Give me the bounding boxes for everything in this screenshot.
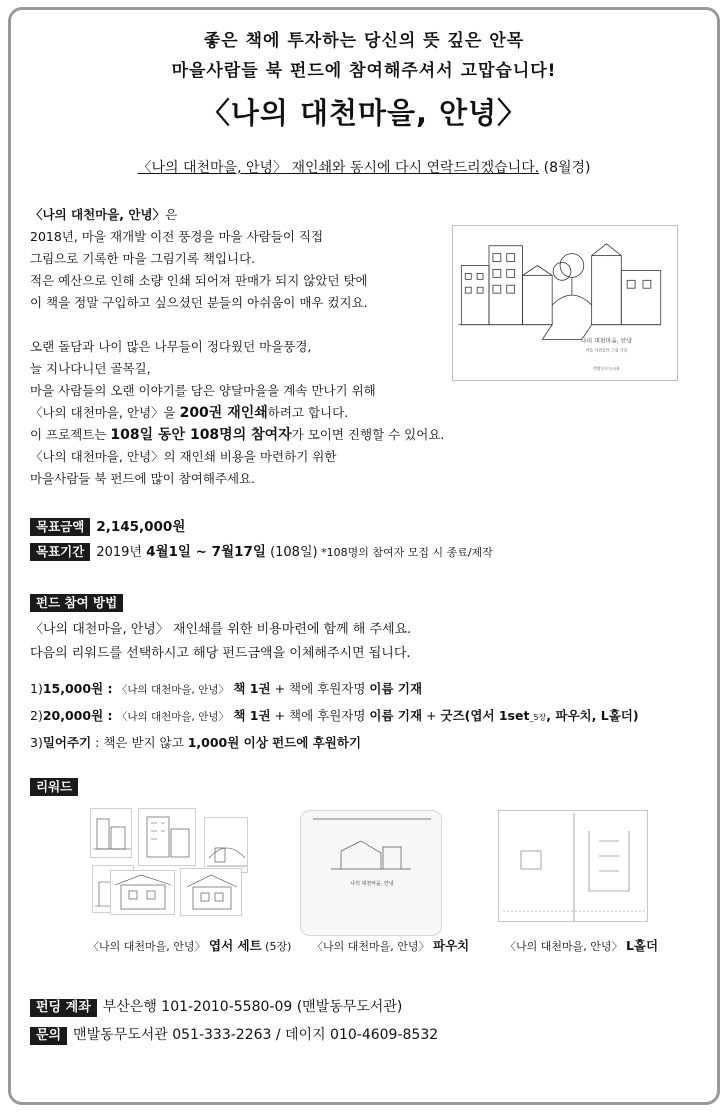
account-row — [30, 993, 438, 1021]
intro-line: 〈나의 대천마을, 안녕〉의 재인쇄 비용을 마련하기 위한 — [30, 449, 337, 464]
intro-line: 그림으로 기록한 마을 그림기록 책입니다. — [30, 251, 256, 266]
option-colon: : — [103, 708, 117, 723]
reward-options — [30, 676, 710, 755]
postcard-image — [110, 870, 175, 915]
option-1 — [30, 676, 710, 703]
caption-book: 〈나의 대천마을, 안녕〉 — [312, 940, 433, 953]
intro-text-part: 〈나의 대천마을, 안녕〉을 — [30, 405, 180, 420]
caption-item: L홀더 — [626, 938, 659, 953]
goal-amount-tag: 목표금액 — [30, 518, 90, 536]
reprint-count: 200권 재인쇄 — [179, 405, 268, 421]
participants-goal: 108일 동안 108명의 참여자 — [110, 427, 292, 443]
book-cover-image — [452, 225, 678, 381]
intro-text-part: 가 모이면 진행할 수 있어요. — [291, 427, 445, 442]
option-book: 〈나의 대천마을, 안녕〉 — [116, 684, 230, 696]
caption-book: 〈나의 대천마을, 안녕〉 — [88, 940, 209, 953]
option-price: 15,000원 — [42, 681, 104, 696]
option-text: : 책은 받지 않고 — [91, 735, 188, 750]
option-text: + 책에 후원자명 — [270, 681, 370, 696]
caption-postcards — [88, 936, 291, 954]
intro-line: 2018년, 마을 재개발 이전 풍경을 마을 사람들이 직접 — [30, 229, 324, 244]
option-number: 3) — [30, 735, 43, 750]
inquiry-row — [30, 1021, 438, 1049]
header-line2: 마을사람들 북 펀드에 참여해주셔서 고맙습니다! — [171, 61, 557, 81]
goal-period-row — [30, 540, 710, 565]
contact-section — [30, 993, 438, 1049]
header — [0, 26, 728, 136]
goal-amount-row — [30, 515, 710, 540]
reward-heading — [30, 776, 84, 796]
option-colon: : — [103, 681, 117, 696]
option-2 — [30, 703, 710, 730]
notice-underlined: 〈나의 대천마을, 안녕〉 재인쇄와 동시에 다시 연락드리겠습니다. — [137, 160, 540, 176]
caption-item: 엽서 세트 — [209, 938, 262, 953]
postcard-image — [138, 808, 196, 866]
method-desc-1: 〈나의 대천마을, 안녕〉 재인쇄를 위한 비용마련에 함께 해 주세요. — [30, 622, 412, 637]
reward-tag: 리워드 — [30, 778, 78, 796]
intro-line — [30, 424, 470, 446]
option-price: 20,000원 — [42, 708, 104, 723]
method-section — [30, 592, 710, 755]
option-text: + 책에 후원자명 — [270, 708, 370, 723]
option-number: 1) — [30, 681, 43, 696]
option-item: 책 1권 — [229, 708, 271, 723]
caption-l-holder — [505, 936, 658, 954]
pouch-print-title: 나의 대천마을, 안녕 — [350, 881, 394, 887]
intro-line: 적은 예산으로 인해 소량 인쇄 되어져 판매가 되지 않았던 탓에 — [30, 273, 368, 288]
intro-line: 늘 지나다니던 골목길, — [30, 361, 151, 376]
postcard-image — [180, 868, 242, 916]
option-goods: 굿즈(엽서 1set — [440, 708, 530, 723]
option-item: 이름 기재 — [369, 681, 423, 696]
inquiry-phone: 맨발동무도서관 051-333-2263 / 데이지 010-4609-8532 — [73, 1027, 439, 1043]
option-item: 1,000원 이상 펀드에 후원하기 — [187, 735, 362, 750]
method-tag: 펀드 참여 방법 — [30, 594, 123, 612]
option-goods: , 파우치, L홀더) — [546, 708, 639, 723]
postcard-image — [204, 817, 248, 873]
postcard-image — [90, 808, 132, 858]
option-text: + — [422, 708, 441, 723]
intro-line: 이 책을 정말 구입하고 싶으셨던 분들의 아쉬움이 매우 컸지요. — [30, 295, 368, 310]
intro-line — [30, 402, 470, 424]
header-line1: 좋은 책에 투자하는 당신의 뜻 깊은 안목 — [203, 31, 525, 51]
caption-book: 〈나의 대천마을, 안녕〉 — [505, 940, 626, 953]
book-cover-publisher: 맨발동무도서관 — [593, 366, 620, 372]
intro-text-part: 하려고 합니다. — [267, 405, 349, 420]
goal-section — [30, 515, 710, 565]
caption-count: (5장) — [261, 940, 292, 953]
option-label: 밀어주기 — [42, 735, 92, 750]
intro-text-part: 이 프로젝트는 — [30, 427, 111, 442]
option-item: 책 1권 — [229, 681, 271, 696]
reprint-notice — [0, 157, 728, 179]
book-cover-subtitle: 마을 사람들의 그림 기록 — [585, 347, 628, 353]
method-desc-2: 다음의 리워드를 선택하시고 해당 펀드금액을 이체해주시면 됩니다. — [30, 646, 411, 661]
pouch-image — [300, 810, 442, 936]
book-cover-title: 나의 대천마을, 안녕 — [580, 338, 633, 345]
intro-line: 마을 사람들의 오랜 이야기를 담은 양달마을을 계속 만나기 위해 — [30, 383, 376, 398]
intro-text — [30, 204, 470, 490]
goal-period-days: (108일) — [265, 545, 318, 560]
caption-pouch — [312, 936, 469, 954]
goal-period-note: *108명의 참여자 모집 시 종료/제작 — [317, 546, 493, 559]
goal-period-tag: 목표기간 — [30, 543, 90, 561]
inquiry-tag: 문의 — [30, 1027, 67, 1045]
caption-item: 파우치 — [433, 938, 470, 953]
intro-line: 마을사람들 북 펀드에 많이 참여해주세요. — [30, 471, 256, 486]
option-number: 2) — [30, 708, 43, 723]
goal-period-range: 4월1일 ~ 7월17일 — [146, 544, 266, 560]
option-item: 이름 기재 — [369, 708, 423, 723]
goal-amount: 2,145,000원 — [96, 519, 186, 535]
goal-period-year: 2019년 — [96, 545, 147, 560]
option-book: 〈나의 대천마을, 안녕〉 — [116, 711, 230, 723]
option-3 — [30, 730, 710, 755]
page-title: 〈나의 대천마을, 안녕〉 — [200, 96, 528, 130]
intro-book-title: 〈나의 대천마을, 안녕〉 — [30, 207, 166, 222]
book-cover-illustration — [453, 226, 677, 380]
l-holder-image — [498, 810, 648, 922]
account-tag: 펀딩 계좌 — [30, 999, 97, 1017]
account-number: 부산은행 101-2010-5580-09 (맨발동무도서관) — [102, 999, 403, 1015]
notice-suffix: (8월경) — [539, 160, 591, 176]
intro-line: 오랜 돌담과 나이 많은 나무들이 정다웠던 마을풍경, — [30, 339, 312, 354]
intro-particle: 은 — [165, 207, 178, 222]
option-goods-sub: _5장 — [529, 713, 547, 722]
